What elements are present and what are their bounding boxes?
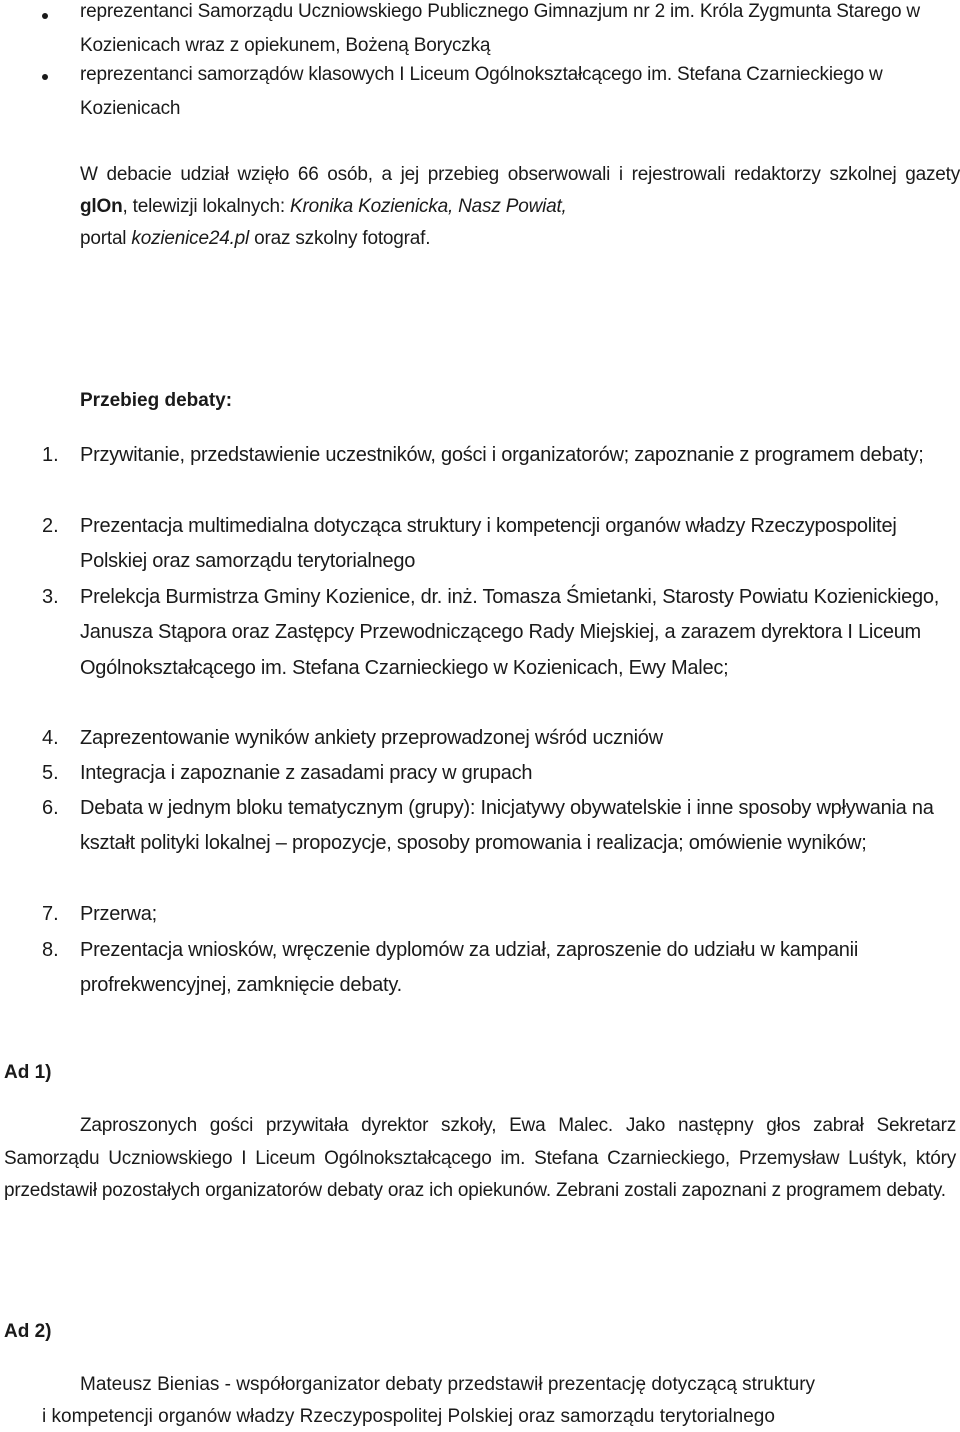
- intro-text: , telewizji lokalnych:: [122, 196, 291, 217]
- section-title-ad1: Ad 1): [4, 1062, 52, 1083]
- agenda-item: Prelekcja Burmistrza Gminy Kozienice, dr. inż. Tomasza Śmietanki, Starosty Powiatu Kozienickiego, Janusza Stąpora oraz Zastępcy Przewodniczącego Rady Miejskiej, a zarazem dyrektora I Liceum Ogólnokształcącego im. Stefana Czarnieckiego w Kozienicach, Ewy Malec;: [80, 586, 940, 679]
- ad2-text-line: Mateusz Bienias - współorganizator debaty przedstawił prezentację dotyczącą struktury: [80, 1374, 816, 1395]
- agenda-item: Integracja i zapoznanie z zasadami pracy w grupach: [80, 762, 533, 784]
- intro-paragraph: [80, 159, 960, 255]
- agenda-item-number: 8.: [42, 939, 59, 961]
- agenda-item: Prezentacja multimedialna dotycząca struktury i kompetencji organów władzy Rzeczypospolitej Polskiej oraz samorządu terytorialnego: [80, 515, 897, 573]
- agenda-heading: Przebieg debaty:: [80, 390, 233, 411]
- agenda-item: Przerwa;: [80, 903, 157, 925]
- agenda-item: Przywitanie, przedstawienie uczestników, gości i organizatorów; zapoznanie z programem debaty;: [80, 444, 924, 466]
- intro-text: portal: [80, 228, 132, 249]
- bullet-item: reprezentanci Samorządu Uczniowskiego Publicznego Gimnazjum nr 2 im. Króla Zygmunta Starego w Kozienicach wraz z opiekunem, Bożeną Boryczką: [80, 1, 920, 56]
- intro-text: W debacie udział wzięło 66 osób, a jej przebieg obserwowali i rejestrowali redaktorzy szkolnej gazety: [80, 164, 960, 185]
- agenda-item-number: 4.: [42, 727, 59, 749]
- ad1-paragraph: [4, 1110, 956, 1208]
- ad1-text: Zaproszonych gości przywitała dyrektor szkoły, Ewa Malec. Jako następny głos zabrał Sekretarz Samorządu Uczniowskiego I Liceum Ogólnokształcącego im. Stefana Czarnieckiego, Przemysław Luśtyk, który przedstawił pozostałych organizatorów debaty oraz ich opiekunów. Zebrani zostali zapoznani z programem debaty.: [4, 1115, 956, 1201]
- bullet-item: reprezentanci samorządów klasowych I Liceum Ogólnokształcącego im. Stefana Czarnieckiego w Kozienicach: [80, 64, 883, 119]
- agenda-item-number: 3.: [42, 586, 59, 608]
- tv-names: Kronika Kozienicka, Nasz Powiat,: [290, 196, 567, 217]
- bullet-marker: [42, 74, 48, 80]
- bullet-marker: [42, 13, 48, 19]
- agenda-item-number: 1.: [42, 444, 59, 466]
- agenda-item: Prezentacja wniosków, wręczenie dyplomów za udział, zaproszenie do udziału w kampanii profrekwencyjnej, zamknięcie debaty.: [80, 939, 859, 997]
- agenda-item-number: 6.: [42, 797, 59, 819]
- agenda-item-number: 7.: [42, 903, 59, 925]
- portal-name: kozienice24.pl: [131, 228, 250, 249]
- agenda-item: Debata w jednym bloku tematycznym (grupy): Inicjatywy obywatelskie i inne sposoby wpływania na kształt polityki lokalnej – propozycje, sposoby promowania i realizacja; omówienie wyników;: [80, 797, 934, 855]
- agenda-item: Zaprezentowanie wyników ankiety przeprowadzonej wśród uczniów: [80, 727, 663, 749]
- intro-text: oraz szkolny fotograf.: [249, 228, 431, 249]
- gazette-name: glOn: [80, 196, 123, 217]
- ad2-text-line: i kompetencji organów władzy Rzeczypospolitej Polskiej oraz samorządu terytorialnego: [42, 1406, 775, 1427]
- section-title-ad2: Ad 2): [4, 1321, 52, 1342]
- agenda-item-number: 5.: [42, 762, 59, 784]
- agenda-item-number: 2.: [42, 515, 59, 537]
